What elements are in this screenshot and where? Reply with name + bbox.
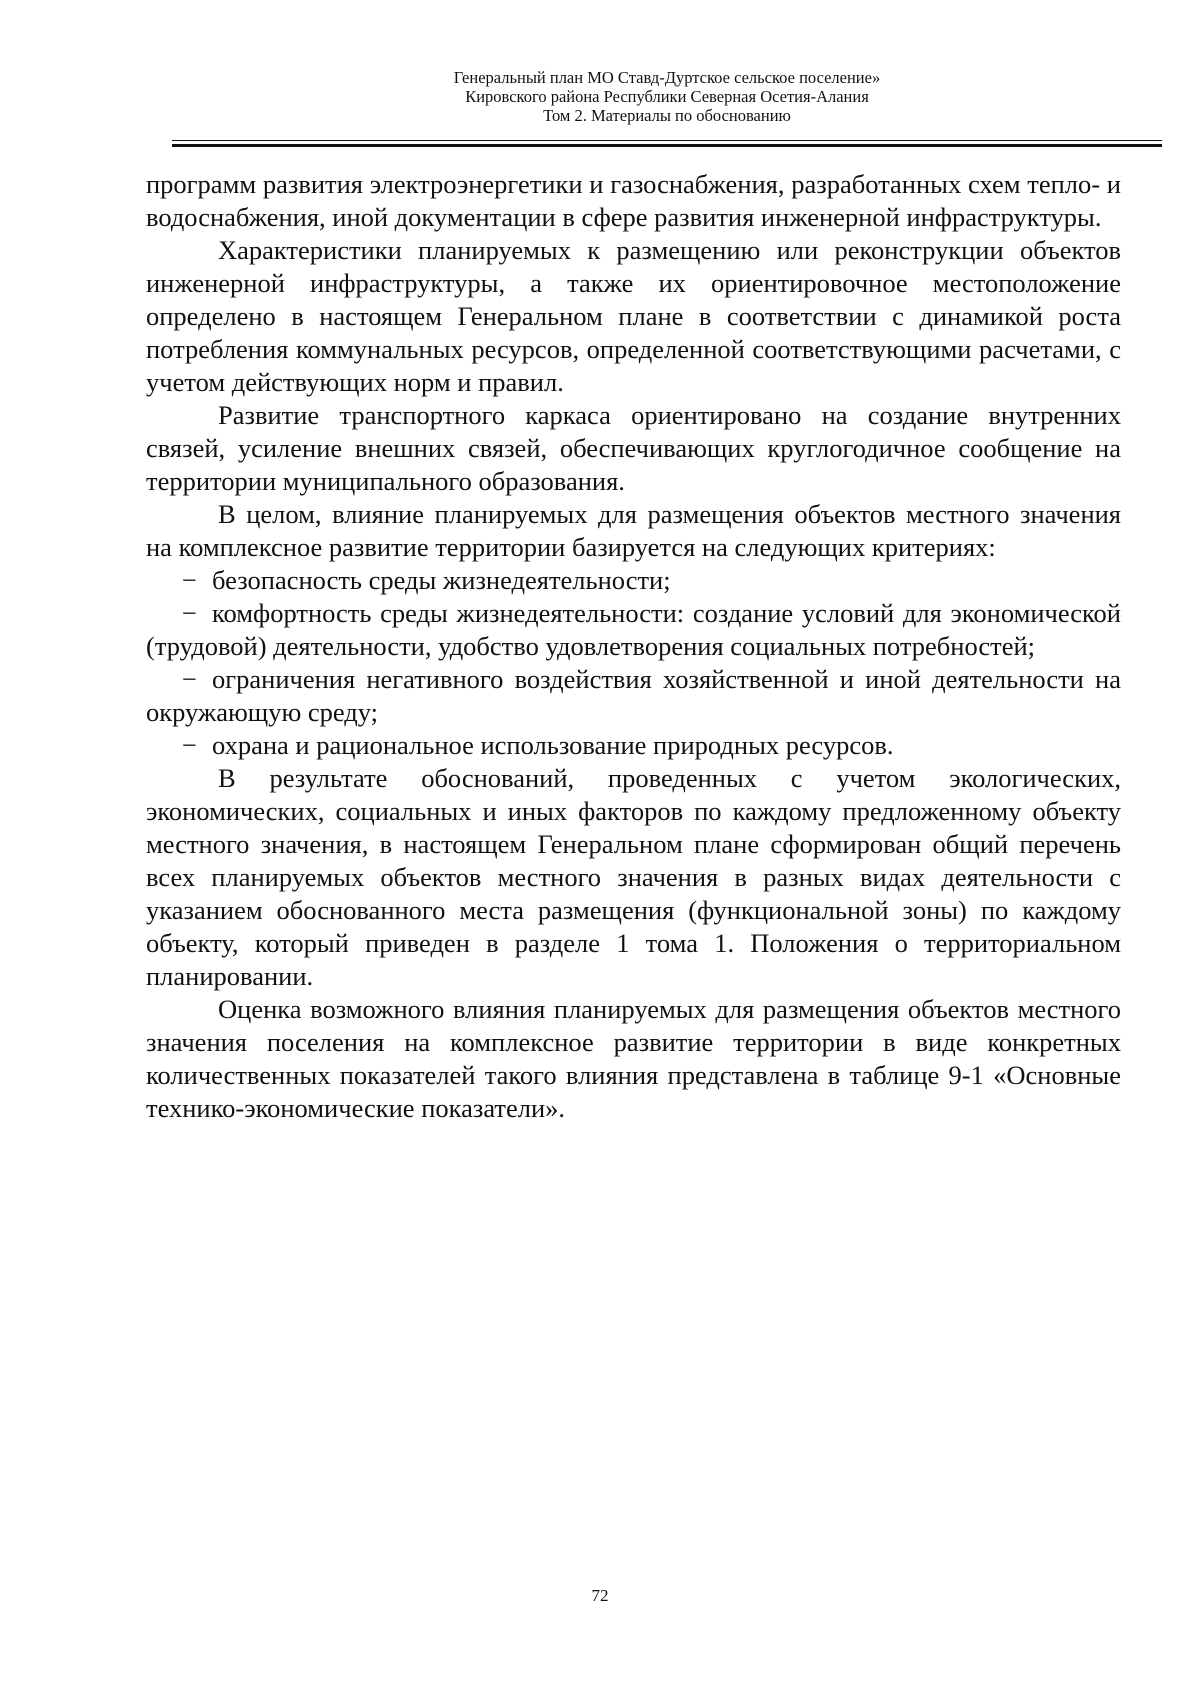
list-item-text: комфортность среды жизнедеятельности: создание условий для экономической (трудовой) деятельности, удобство удовлетворения социальных потребностей; <box>146 598 1121 661</box>
bullet-dash-icon: − <box>182 598 197 628</box>
list-item <box>146 729 1121 762</box>
running-header <box>172 68 1162 125</box>
bullet-dash-icon: − <box>182 664 197 694</box>
list-item-text: ограничения негативного воздействия хозяйственной и иной деятельности на окружающую среду; <box>146 664 1121 727</box>
list-item <box>146 564 1121 597</box>
bullet-dash-icon: − <box>182 565 197 595</box>
header-document-title: Генеральный план МО Ставд-Дуртское сельское поселение» <box>453 68 881 87</box>
paragraph-criteria-intro: В целом, влияние планируемых для размещения объектов местного значения на комплексное развитие территории базируется на следующих критериях: <box>146 499 1121 562</box>
paragraph-results: В результате обоснований, проведенных с учетом экологических, экономических, социальных и иных факторов по каждому предложенному объекту местного значения, в настоящем Генеральном плане сформирован общий перечень всех планируемых объектов местного значения в разных видах деятельности с указанием обоснованного места размещения (функциональной зоны) по каждому объекту, который приведен в разделе 1 тома 1. Положения о территориальном планировании. <box>146 763 1121 991</box>
paragraph-continuation: программ развития электроэнергетики и газоснабжения, разработанных схем тепло- и водоснабжения, иной документации в сфере развития инженерной инфраструктуры. <box>146 169 1121 232</box>
bullet-dash-icon: − <box>182 730 197 760</box>
header-region: Кировского района Республики Северная Осетия-Алания <box>465 87 869 106</box>
page-number: 72 <box>591 1586 609 1605</box>
list-item <box>146 597 1121 663</box>
document-body <box>146 168 1121 1125</box>
paragraph-assessment: Оценка возможного влияния планируемых для размещения объектов местного значения поселения на комплексное развитие территории в виде конкретных количественных показателей такого влияния представлена в таблице 9-1 «Основные технико-экономические показатели». <box>146 994 1121 1123</box>
header-volume: Том 2. Материалы по обоснованию <box>543 106 791 125</box>
list-item-text: безопасность среды жизнедеятельности; <box>212 565 671 595</box>
paragraph-infrastructure: Характеристики планируемых к размещению или реконструкции объектов инженерной инфраструктуры, а также их ориентировочное местоположение определено в настоящем Генеральном плане в соответствии с динамикой роста потребления коммунальных ресурсов, определенной соответствующими расчетами, с учетом действующих норм и правил. <box>146 235 1121 397</box>
list-item-text: охрана и рациональное использование природных ресурсов. <box>212 730 894 760</box>
list-item <box>146 663 1121 729</box>
header-rule-thick <box>172 144 1162 147</box>
paragraph-transport: Развитие транспортного каркаса ориентировано на создание внутренних связей, усиление внешних связей, обеспечивающих круглогодичное сообщение на территории муниципального образования. <box>146 400 1121 496</box>
header-rule-thin <box>172 140 1162 141</box>
